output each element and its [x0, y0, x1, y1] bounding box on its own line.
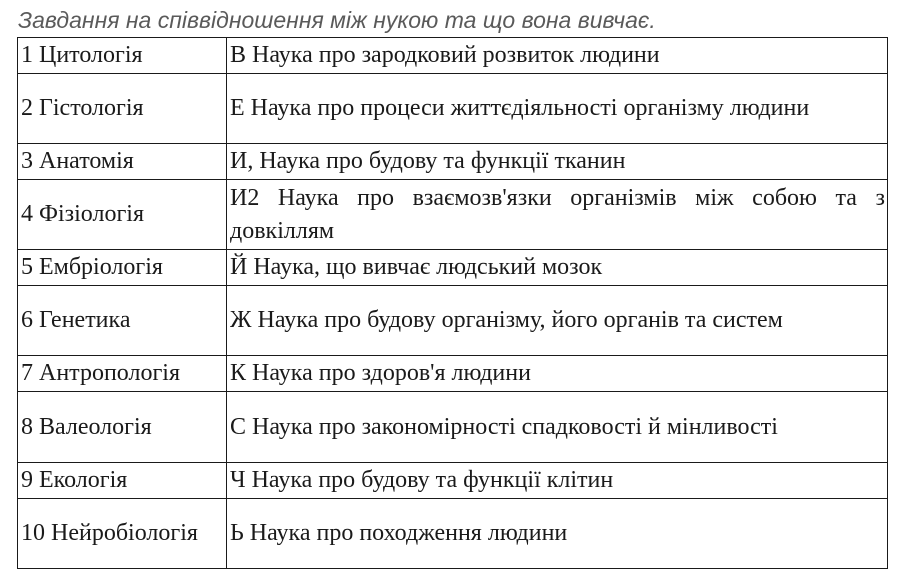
- table-row: [18, 180, 888, 250]
- science-description-cell: Ч Наука про будову та функції клітин: [227, 463, 888, 499]
- science-description-cell: И, Наука про будову та функції тканин: [227, 144, 888, 180]
- table-row: [18, 392, 888, 463]
- science-description-cell: И2 Наука про взаємозв'язки організмів між собою та з довкіллям: [227, 180, 888, 250]
- science-description-cell: К Наука про здоров'я людини: [227, 356, 888, 392]
- task-title: Завдання на співвідношення між нукою та що вона вивчає.: [18, 7, 656, 33]
- science-description-cell: С Наука про закономірності спадковості й мінливості: [227, 392, 888, 463]
- science-name-cell: 8 Валеологія: [18, 392, 227, 463]
- table-row: [18, 463, 888, 499]
- table-row: [18, 144, 888, 180]
- table-row: [18, 74, 888, 144]
- science-name-cell: 1 Цитологія: [18, 38, 227, 74]
- science-name-cell: 7 Антропологія: [18, 356, 227, 392]
- science-description-cell: Е Наука про процеси життєдіяльності організму людини: [227, 74, 888, 144]
- science-name-cell: 9 Екологія: [18, 463, 227, 499]
- science-name-cell: 4 Фізіологія: [18, 180, 227, 250]
- table-row: [18, 499, 888, 569]
- science-description-cell: В Наука про зародковий розвиток людини: [227, 38, 888, 74]
- science-description-cell: Ь Наука про походження людини: [227, 499, 888, 569]
- science-description-cell: Ж Наука про будову організму, його органів та систем: [227, 286, 888, 356]
- science-name-cell: 3 Анатомія: [18, 144, 227, 180]
- science-name-cell: 6 Генетика: [18, 286, 227, 356]
- matching-table: [17, 37, 888, 569]
- table-row: [18, 250, 888, 286]
- science-name-cell: 2 Гістологія: [18, 74, 227, 144]
- table-row: [18, 286, 888, 356]
- science-name-cell: 10 Нейробіологія: [18, 499, 227, 569]
- science-name-cell: 5 Ембріологія: [18, 250, 227, 286]
- science-description-cell: Й Наука, що вивчає людський мозок: [227, 250, 888, 286]
- table-row: [18, 38, 888, 74]
- table-row: [18, 356, 888, 392]
